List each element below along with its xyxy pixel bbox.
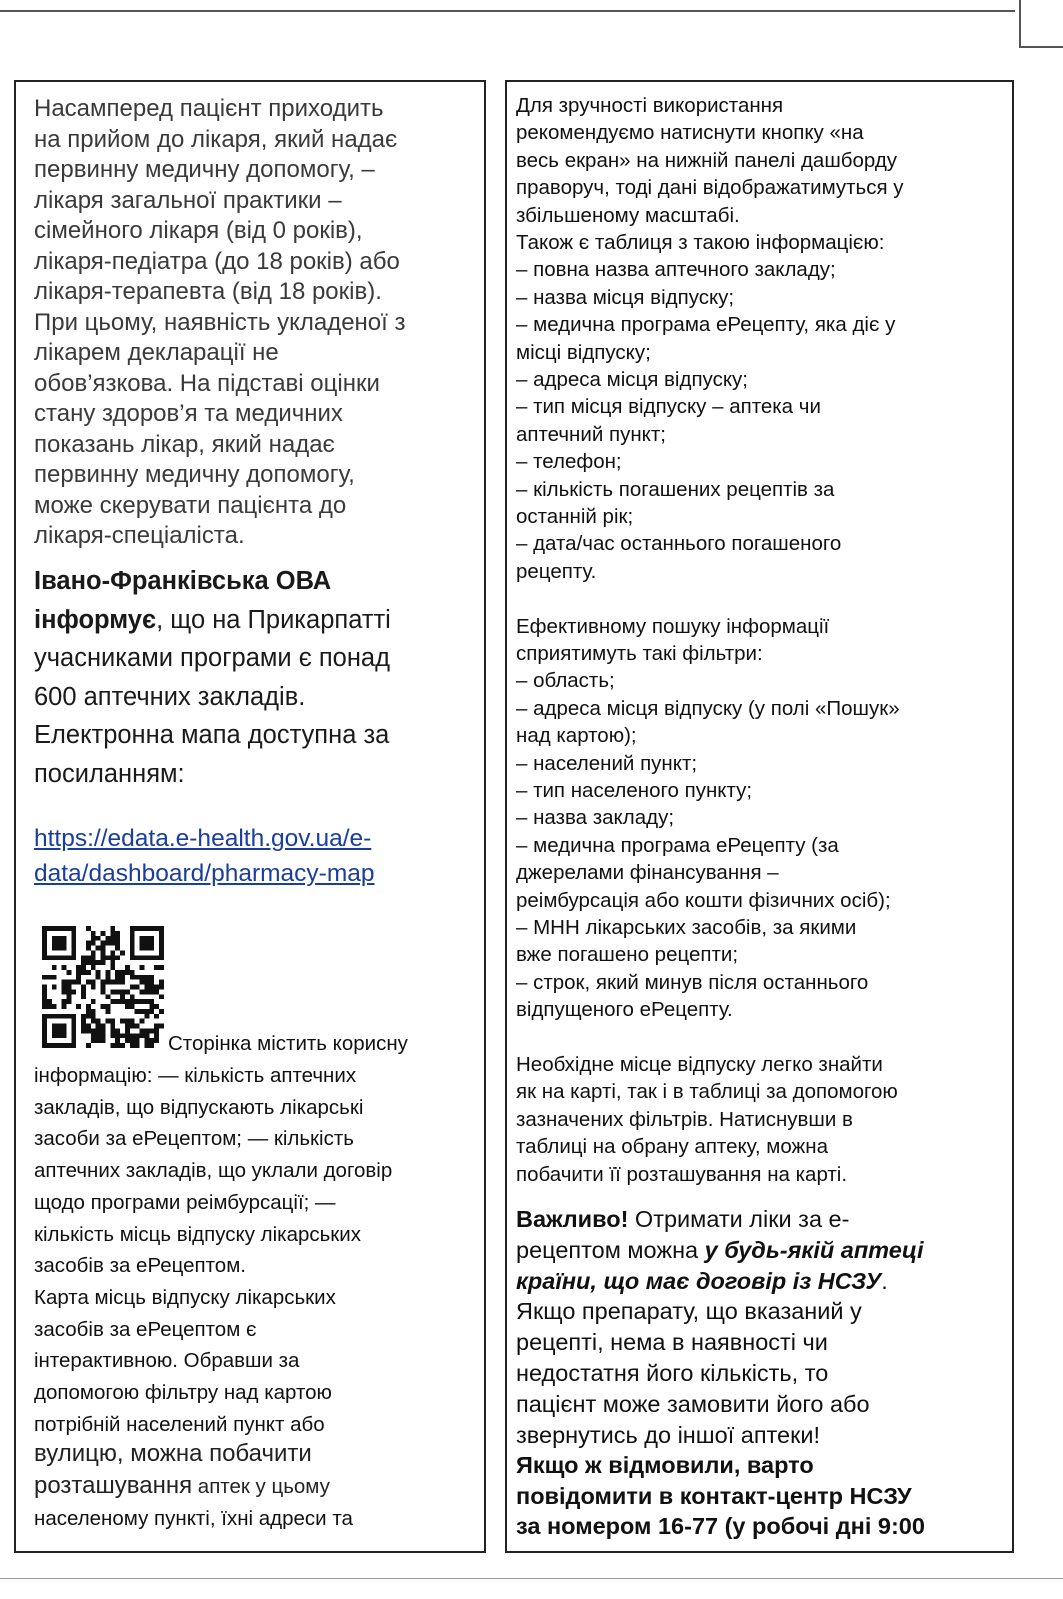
tail-line-1: вулицю, можна побачити [34, 1440, 312, 1467]
right-line-38: зазначених фільтрів. Натиснувши в [516, 1107, 853, 1131]
link-line-2[interactable]: data/dashboard/pharmacy-map [34, 860, 375, 887]
intro-line-2: на прийом до лікаря, який надає [34, 125, 398, 153]
ova-line-1: учасниками програми є понад [34, 644, 390, 672]
right-line-24: над картою); [516, 724, 637, 748]
intro-line-11: стану здоров’я та медичних [34, 400, 343, 427]
right-line-25: – населений пункт; [516, 751, 698, 775]
body-line-8: Карта місць відпуску лікарських [34, 1285, 336, 1309]
important-detail-line-3: недостатня його кількість, то [516, 1360, 829, 1386]
right-line-40: побачити її розташування на карті. [516, 1162, 848, 1186]
cut-off-line: за номером 16-77 (у робочі дні 9:00 [516, 1513, 925, 1539]
body-line-7: засобів за еРецептом. [34, 1254, 246, 1278]
intro-line-13: первинну медичну допомогу, [34, 461, 355, 488]
body-line-11: допомогою фільтру над картою [34, 1381, 332, 1404]
body-line-10: інтерактивною. Обравши за [34, 1349, 300, 1373]
right-line-29: джерелами фінансування – [516, 861, 779, 885]
intro-line-1: Насамперед пацієнт приходить [34, 95, 384, 122]
intro-line-6: лікаря-педіатра (до 18 років) або [34, 247, 400, 275]
right-line-1: Для зручності використання [516, 94, 784, 117]
right-line-34: відпущеного еРецепту. [516, 998, 733, 1022]
right-column [505, 80, 1014, 1553]
right-line-8: – назва місця відпуску; [516, 285, 735, 309]
right-line-33: – строк, який минув після останнього [516, 970, 869, 994]
link-line-1[interactable]: https://edata.e-health.gov.ua/e- [34, 825, 372, 852]
body-line-2: закладів, що відпускають лікарські [34, 1095, 364, 1119]
right-line-31: – МНН лікарських засобів, за якими [516, 916, 857, 939]
intro-line-5: сімейного лікаря (від 0 років), [34, 217, 363, 244]
right-line-13: аптечний пункт; [516, 422, 666, 446]
right-line-39: таблиці на обрану аптеку, можна [516, 1135, 828, 1159]
intro-line-9: лікарем декларації не [34, 339, 279, 366]
ova-line-1: Івано-Франківська ОВА [34, 567, 332, 595]
important-line-2: рецептом можна у будь-якій аптеці [516, 1236, 924, 1263]
important-detail-line-4: пацієнт може замовити його або [516, 1390, 870, 1417]
right-line-18: рецепту. [516, 559, 597, 583]
right-column-content [507, 82, 1012, 1551]
right-line-5: збільшеному масштабі. [516, 203, 740, 227]
bottom-divider [0, 1578, 1063, 1579]
important-detail-line-2: рецепті, нема в наявності чи [516, 1329, 828, 1356]
contact-line-2: повідомити в контакт-центр НСЗУ [516, 1483, 912, 1510]
right-line-4: праворуч, тоді дані відображатимуться у [516, 176, 904, 200]
right-line-26: – тип населеного пункту; [516, 779, 753, 802]
ova-line-3: Електронна мапа доступна за [34, 721, 390, 749]
ova-line-4: посиланням: [34, 759, 185, 788]
right-line-3: весь екран» на нижній панелі дашборду [516, 148, 898, 172]
qr-caption: Сторінка містить корисну [168, 1032, 408, 1055]
body-line-5: щодо програми реімбурсації; — [34, 1190, 336, 1214]
right-line-7: – повна назва аптечного закладу; [516, 258, 836, 282]
top-divider [0, 10, 1015, 12]
right-line-23: – адреса місця відпуску (у полі «Пошук» [516, 696, 900, 720]
body-line-4: аптечних закладів, що уклали договір [34, 1159, 393, 1183]
left-column-content [16, 82, 484, 1551]
body-line-9: засобів за еРецептом є [34, 1317, 257, 1341]
right-line-21: сприятимуть такі фільтри: [516, 642, 763, 665]
intro-line-15: лікаря-спеціаліста. [34, 522, 245, 549]
right-line-20: Ефективному пошуку інформації [516, 614, 830, 638]
right-line-22: – область; [516, 669, 615, 693]
right-line-2: рекомендуємо натиснути кнопку «на [516, 121, 864, 145]
important-detail-line-5: звернутись до іншої аптеки! [516, 1421, 821, 1448]
important-line-1: Важливо! Отримати ліки за е- [516, 1206, 850, 1232]
contact-line-1: Якщо ж відмовили, варто [516, 1452, 814, 1479]
body-line-1: інформацію: — кількість аптечних [34, 1064, 357, 1087]
right-line-17: – дата/час останнього погашеного [516, 532, 842, 556]
ova-line-2: 600 аптечних закладів. [34, 682, 306, 711]
right-line-10: місці відпуску; [516, 340, 651, 364]
right-line-15: – кількість погашених рецептів за [516, 477, 835, 501]
right-line-37: як на карті, так і в таблиці за допомогою [516, 1080, 898, 1104]
tail-line-2: розташування аптек у цьому [34, 1472, 330, 1499]
body-line-6: кількість місць відпуску лікарських [34, 1222, 361, 1246]
right-line-9: – медична програма еРецепту, яка діє у [516, 313, 896, 337]
intro-line-8: При цьому, наявність укладеної з [34, 308, 406, 336]
body-line-12: потрібній населений пункт або [34, 1412, 325, 1436]
qr-code [42, 926, 164, 1048]
intro-line-14: може скерувати пацієнта до [34, 491, 347, 519]
body-line-3: засоби за еРецептом; — кількість [34, 1127, 354, 1151]
right-line-14: – телефон; [516, 450, 622, 474]
right-line-32: вже погашено рецепти; [516, 943, 739, 967]
intro-line-3: первинну медичну допомогу, – [34, 156, 375, 183]
right-line-12: – тип місця відпуску – аптека чи [516, 395, 821, 419]
intro-line-4: лікаря загальної практики – [34, 186, 342, 214]
cut-off-line: населеному пункті, їхні адреси та [34, 1507, 353, 1530]
important-line-3: країни, що має договір із НСЗУ. [516, 1267, 888, 1294]
ova-line-2: інформує, що на Прикарпатті [34, 605, 391, 634]
intro-line-10: обов’язкова. На підставі оцінки [34, 369, 380, 397]
right-line-28: – медична програма еРецепту (за [516, 833, 839, 857]
important-detail-line-1: Якщо препарату, що вказаний у [516, 1298, 862, 1325]
corner-frame [1019, 0, 1063, 48]
left-column [14, 80, 486, 1553]
right-line-36: Необхідне місце відпуску легко знайти [516, 1053, 883, 1076]
right-line-6: Також є таблиця з такою інформацією: [516, 231, 885, 254]
right-line-16: останній рік; [516, 505, 634, 528]
right-line-11: – адреса місця відпуску; [516, 368, 748, 391]
intro-line-12: показань лікар, який надає [34, 430, 335, 458]
right-line-27: – назва закладу; [516, 806, 675, 830]
intro-line-7: лікаря-терапевта (від 18 років). [34, 278, 382, 305]
right-line-30: реімбурсація або кошти фізичних осіб); [516, 888, 891, 912]
